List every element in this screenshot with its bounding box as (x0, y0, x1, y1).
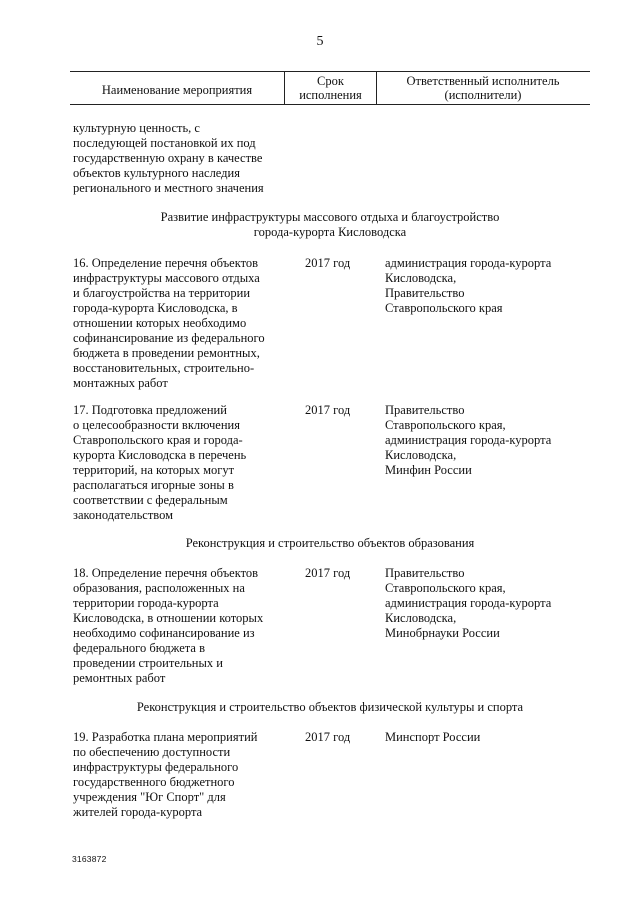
header-term-label-2: исполнения (299, 88, 362, 102)
item-name-line: инфраструктуры федерального (73, 760, 239, 774)
item-name-line: города-курорта Кисловодска, в (73, 301, 238, 315)
continuation-line: регионального и местного значения (73, 181, 264, 195)
header-term-column (284, 72, 377, 104)
item-responsible-line: Кисловодска, (385, 271, 457, 285)
item-name-line: государственного бюджетного (73, 775, 235, 789)
item-name-line: учреждения "Юг Спорт" для (73, 790, 226, 804)
item-name-line: жителей города-курорта (73, 805, 203, 819)
item-name (73, 256, 265, 391)
item-responsible-line: Минобрнауки России (385, 626, 500, 640)
item-name-line: о целесообразности включения (73, 418, 240, 432)
section-heading-line: Реконструкция и строительство объектов физической культуры и спорта (136, 700, 524, 714)
item-term: 2017 год (305, 403, 351, 417)
item-name-line: ремонтных работ (73, 671, 166, 685)
header-responsible-label-1: Ответственный исполнитель (406, 74, 560, 88)
item-name-line: 18. Определение перечня объектов (73, 566, 259, 580)
item-name-line: 19. Разработка плана мероприятий (73, 730, 258, 744)
header-name-column (70, 72, 284, 104)
item-name-line: по обеспечению доступности (73, 745, 231, 759)
item-name-line: располагаться игорные зоны в (73, 478, 234, 492)
header-name-label: Наименование мероприятия (101, 83, 253, 97)
item-term: 2017 год (305, 566, 351, 580)
item-name (73, 566, 263, 686)
item-responsible (385, 403, 551, 478)
continuation-line: государственную охрану в качестве (73, 151, 263, 165)
item-name-line: инфраструктуры массового отдыха (73, 271, 260, 285)
item-name (73, 730, 257, 820)
item-name-line: проведении строительных и (73, 656, 223, 670)
section-heading-line: Развитие инфраструктуры массового отдыха и благоустройство (160, 210, 500, 224)
item-name (73, 403, 246, 523)
header-responsible-column (376, 72, 590, 104)
item-responsible-line: администрация города-курорта (385, 433, 552, 447)
item-name-line: и благоустройства на территории (73, 286, 251, 300)
item-responsible-line: Минспорт России (385, 730, 481, 744)
item-name-line: Ставропольского края и города- (73, 433, 243, 447)
item-name-line: монтажных работ (73, 376, 168, 390)
item-name-line: необходимо софинансирование из (73, 626, 255, 640)
item-responsible-line: Минфин России (385, 463, 472, 477)
document-code: 3163872 (72, 854, 107, 864)
table-header (70, 71, 590, 105)
item-responsible-line: Ставропольского края, (385, 418, 506, 432)
section-heading (70, 700, 590, 715)
continuation-line: последующей постановкой их под (73, 136, 256, 150)
item-name-line: курорта Кисловодска в перечень (73, 448, 247, 462)
item-responsible-line: Кисловодска, (385, 448, 457, 462)
item-responsible-line: Кисловодска, (385, 611, 457, 625)
item-responsible-line: Ставропольского края (385, 301, 503, 315)
page-number: 5 (316, 34, 324, 49)
header-term-label-1: Срок (317, 74, 344, 88)
continuation-text (73, 121, 264, 196)
header-responsible-label-2: (исполнители) (444, 88, 522, 102)
section-heading-line: Реконструкция и строительство объектов образования (185, 536, 475, 550)
section-heading-line: города-курорта Кисловодска (253, 225, 407, 239)
section-heading (70, 536, 590, 551)
item-responsible-line: Правительство (385, 566, 465, 580)
item-responsible-line: администрация города-курорта (385, 256, 552, 270)
item-name-line: территорий, на которых могут (73, 463, 235, 477)
continuation-line: культурную ценность, с (73, 121, 200, 135)
continuation-line: объектов культурного наследия (73, 166, 240, 180)
item-responsible-line: Ставропольского края, (385, 581, 506, 595)
item-name-line: 17. Подготовка предложений (73, 403, 227, 417)
item-responsible-line: Правительство (385, 403, 465, 417)
item-name-line: федерального бюджета в (73, 641, 206, 655)
item-name-line: территории города-курорта (73, 596, 219, 610)
item-name-line: восстановительных, строительно- (73, 361, 255, 375)
item-name-line: соответствии с федеральным (73, 493, 228, 507)
item-term: 2017 год (305, 730, 351, 744)
item-name-line: бюджета в проведении ремонтных, (73, 346, 260, 360)
item-responsible (385, 730, 480, 745)
item-name-line: образования, расположенных на (73, 581, 245, 595)
item-responsible-line: Правительство (385, 286, 465, 300)
item-responsible (385, 566, 551, 641)
item-term: 2017 год (305, 256, 351, 270)
item-responsible (385, 256, 551, 316)
item-name-line: Кисловодска, в отношении которых (73, 611, 264, 625)
item-name-line: отношении которых необходимо (73, 316, 247, 330)
item-name-line: 16. Определение перечня объектов (73, 256, 259, 270)
item-responsible-line: администрация города-курорта (385, 596, 552, 610)
item-name-line: софинансирование из федерального (73, 331, 265, 345)
item-name-line: законодательством (73, 508, 174, 522)
section-heading (70, 210, 590, 240)
